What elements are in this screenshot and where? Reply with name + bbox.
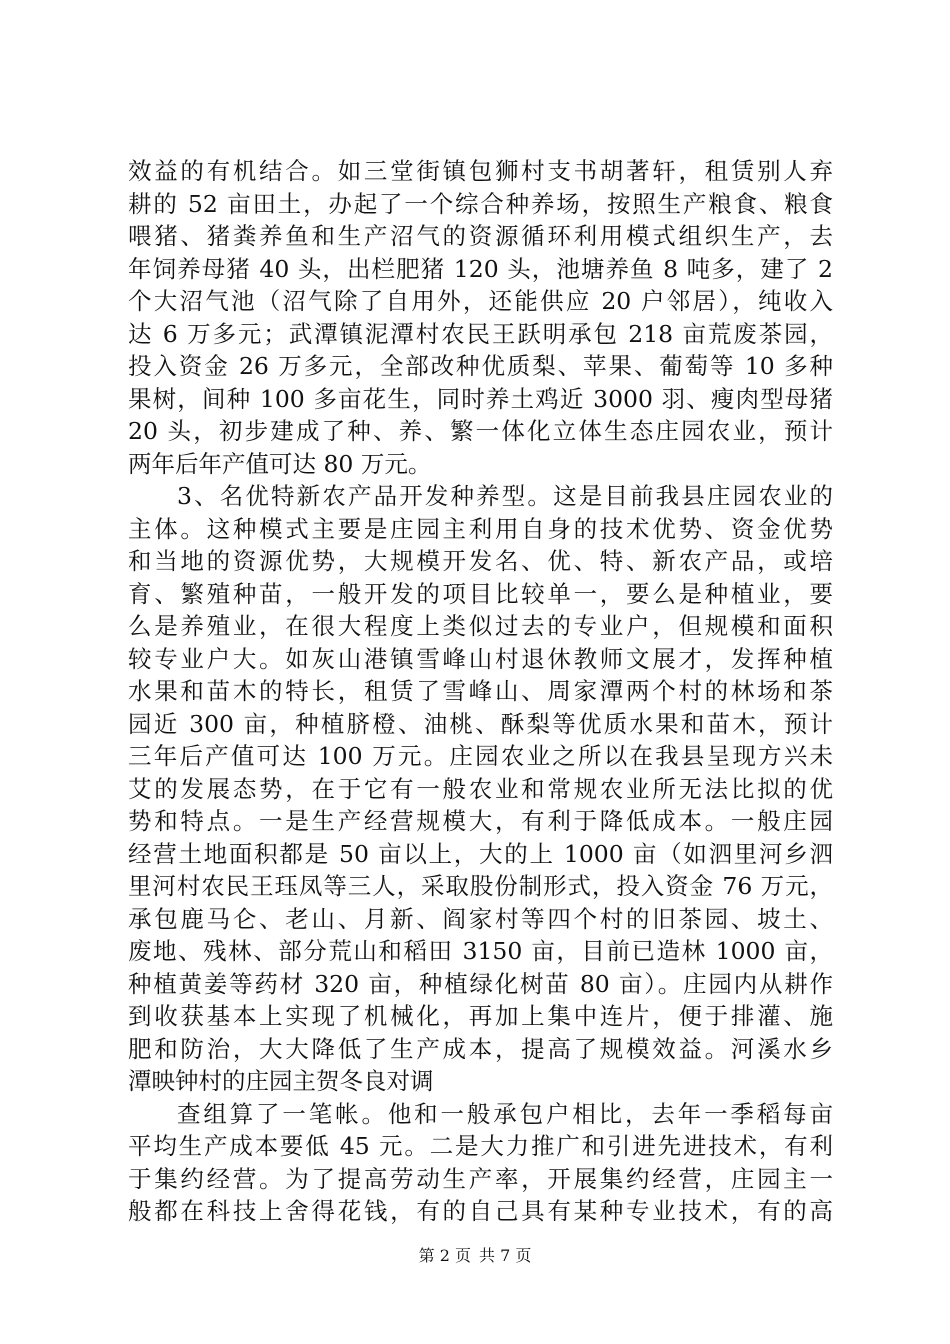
text-line: 废地、残林、部分荒山和稻田 3150 亩，目前已造林 1000 亩， <box>128 937 833 965</box>
text-line: 园近 300 亩，种植脐橙、油桃、酥梨等优质水果和苗木，预计 <box>128 709 833 738</box>
text-line: 和当地的资源优势，大规模开发名、优、特、新农产品，或培 <box>128 547 833 575</box>
document-body <box>128 155 833 1228</box>
text-line: 三年后产值可达 100 万元。庄园农业之所以在我县呈现方兴未 <box>128 742 833 770</box>
paragraph-start-line: 查组算了一笔帐。他和一般承包户相比，去年一季稻每亩 <box>177 1099 833 1128</box>
text-line: 肥和防治，大大降低了生产成本，提高了规模效益。河溪水乡 <box>128 1034 833 1063</box>
text-line: 个大沼气池（沼气除了自用外，还能供应 20 户邻居），纯收入 <box>128 287 833 315</box>
text-line: 平均生产成本要低 45 元。二是大力推广和引进先进技术，有利 <box>128 1132 833 1160</box>
text-line: 于集约经营。为了提高劳动生产率，开展集约经营，庄园主一 <box>128 1164 833 1193</box>
text-line: 喂猪、猪粪养鱼和生产沼气的资源循环利用模式组织生产，去 <box>128 222 833 250</box>
text-line: 耕的 52 亩田土，办起了一个综合种养场，按照生产粮食、粮食 <box>128 189 833 218</box>
text-line: 效益的有机结合。如三堂街镇包狮村支书胡著轩，租赁别人弃 <box>128 157 833 185</box>
text-line: 育、繁殖种苗，一般开发的项目比较单一，要么是种植业，要 <box>128 579 833 608</box>
text-line: 水果和苗木的特长，租赁了雪峰山、周家潭两个村的林场和茶 <box>128 677 833 705</box>
text-line: 潭映钟村的庄园主贺冬良对调 <box>128 1067 434 1095</box>
page-footer <box>0 1246 950 1266</box>
text-line: 承包鹿马仑、老山、月新、阎家村等四个村的旧茶园、坡土、 <box>128 904 833 933</box>
text-line: 经营土地面积都是 50 亩以上，大的上 1000 亩（如泗里河乡泗 <box>128 839 833 868</box>
text-line: 到收获基本上实现了机械化，再加上集中连片，便于排灌、施 <box>128 1002 833 1030</box>
text-line: 般都在科技上舍得花钱，有的自己具有某种专业技术，有的高 <box>128 1197 833 1225</box>
text-line: 果树，间种 100 多亩花生，同时养土鸡近 3000 羽、瘦肉型母猪 <box>128 384 833 413</box>
page-number: 第 2 页 <box>418 1246 471 1265</box>
page-total: 共 7 页 <box>479 1246 532 1265</box>
text-line: 主体。这种模式主要是庄园主利用自身的技术优势、资金优势 <box>128 514 833 543</box>
text-line: 年饲养母猪 40 头，出栏肥猪 120 头，池塘养鱼 8 吨多，建了 2 <box>128 254 833 283</box>
text-line: 20 头，初步建成了种、养、繁一体化立体生态庄园农业，预计 <box>128 417 833 445</box>
text-line: 种植黄姜等药材 320 亩，种植绿化树苗 80 亩）。庄园内从耕作 <box>128 969 833 998</box>
text-line: 较专业户大。如灰山港镇雪峰山村退休教师文展才，发挥种植 <box>128 644 833 673</box>
paragraph-start-line: 3、名优特新农产品开发种养型。这是目前我县庄园农业的 <box>177 482 833 510</box>
text-line: 么是养殖业，在很大程度上类似过去的专业户，但规模和面积 <box>128 612 833 640</box>
text-line: 投入资金 26 万多元，全部改种优质梨、苹果、葡萄等 10 多种 <box>128 352 833 380</box>
text-line: 里河村农民王珏凤等三人，采取股份制形式，投入资金 76 万元， <box>128 872 833 900</box>
text-line: 势和特点。一是生产经营规模大，有利于降低成本。一般庄园 <box>128 807 833 835</box>
text-line: 达 6 万多元；武潭镇泥潭村农民王跃明承包 218 亩荒废茶园， <box>128 319 833 348</box>
text-line: 两年后年产值可达 80 万元。 <box>128 449 432 478</box>
text-line: 艾的发展态势，在于它有一般农业和常规农业所无法比拟的优 <box>128 774 833 803</box>
